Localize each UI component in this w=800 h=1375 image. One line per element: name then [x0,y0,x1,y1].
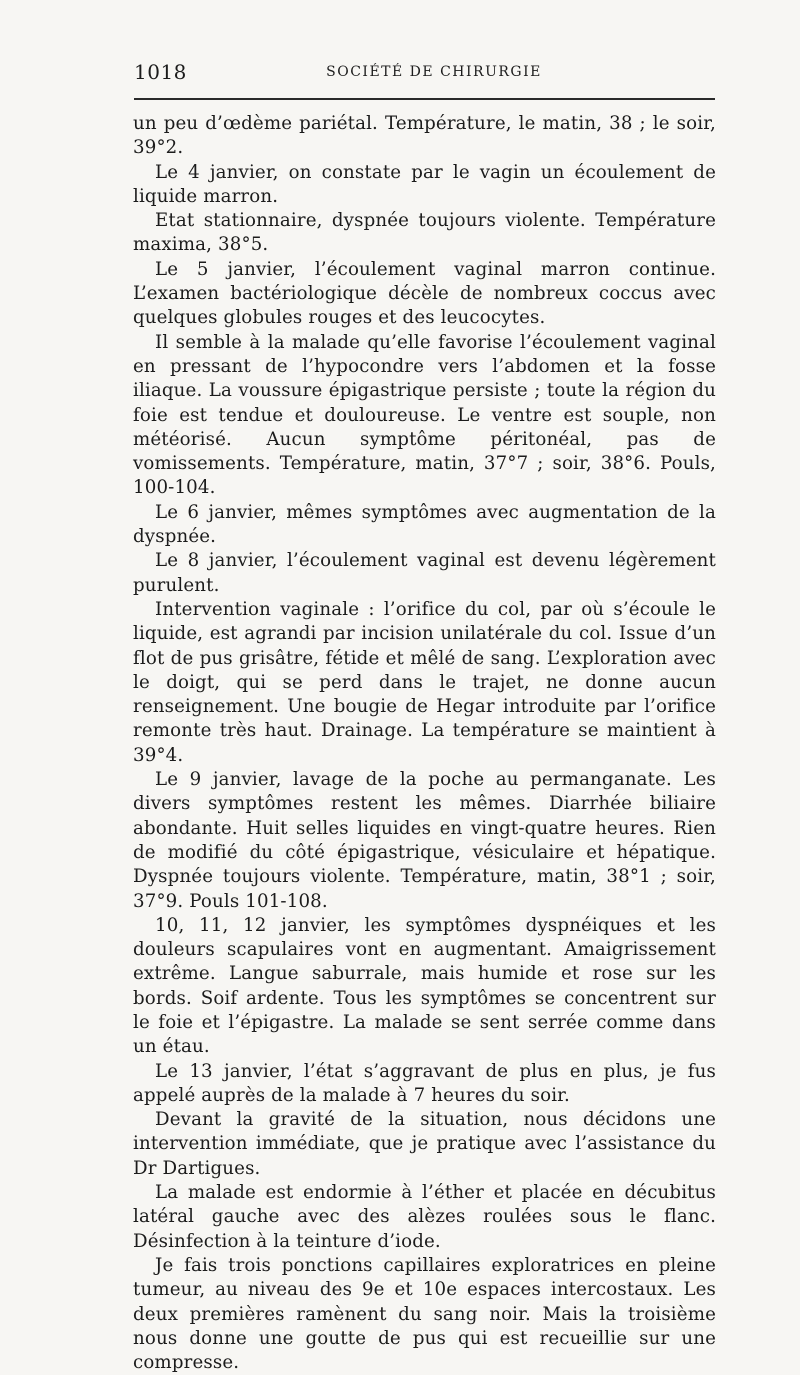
paragraph-10-11-12-janvier: 10, 11, 12 janvier, les symptômes dyspnéiques et les douleurs scapulaires vont en augmentant. Amaigrissement extrême. Langue saburrale, mais humide et rose sur les bords. Soif ardente. Tous les symptômes se concentrent sur le foie et l’épigastre. La malade se sent serrée comme dans un étau. [133,914,716,1058]
body-text [133,112,716,1375]
page-header [134,60,714,90]
paragraph-etat-stationnaire: Etat stationnaire, dyspnée toujours violente. Température maxima, 38°5. [133,210,716,256]
paragraph-la-malade-est-endormie: La malade est endormie à l’éther et placée en décubitus latéral gauche avec des alèzes roulées sous le flanc. Désinfection à la teinture d’iode. [133,1182,716,1252]
header-rule [134,98,715,100]
page-number: 1018 [134,60,187,84]
paragraph-4-janvier: Le 4 janvier, on constate par le vagin un écoulement de liquide marron. [133,161,716,207]
running-title: SOCIÉTÉ DE CHIRURGIE [326,64,542,80]
paragraph-il-semble: Il semble à la malade qu’elle favorise l’écoulement vaginal en pressant de l’hypocondre vers l’abdomen et la fosse iliaque. La voussure épigastrique persiste ; toute la région du foie est tendue et douloureuse. Le ventre est souple, non météorisé. Aucun symptôme péritonéal, pas de vomissements. Température, matin, 37°7 ; soir, 38°6. Pouls, 100-104. [133,331,716,499]
paragraph-9-janvier: Le 9 janvier, lavage de la poche au permanganate. Les divers symptômes restent les mêmes. Diarrhée biliaire abondante. Huit selles liquides en vingt-quatre heures. Rien de modifié du côté épigastrique, vésiculaire et hépatique. Dyspnée toujours violente. Température, matin, 38°1 ; soir, 37°9. Pouls 101-108. [133,769,716,912]
paragraph-intervention-vaginale: Intervention vaginale : l’orifice du col, par où s’écoule le liquide, est agrandi par incision unilatérale du col. Issue d’un flot de pus grisâtre, fétide et mêlé de sang. L’exploration avec le doigt, qui se perd dans le trajet, ne donne aucun renseignement. Une bougie de Hegar introduite par l’orifice remonte très haut. Drainage. La température se maintient à 39°4. [133,598,716,766]
paragraph-8-janvier: Le 8 janvier, l’écoulement vaginal est devenu légèrement purulent. [133,550,716,596]
paragraph-devant-la-gravite: Devant la gravité de la situation, nous décidons une intervention immédiate, que je pratique avec l’assistance du Dr Dartigues. [133,1109,716,1179]
paragraph-6-janvier: Le 6 janvier, mêmes symptômes avec augmentation de la dyspnée. [133,501,716,548]
paragraph-13-janvier: Le 13 janvier, l’état s’aggravant de plus en plus, je fus appelé auprès de la malade à 7 heures du soir. [133,1060,716,1106]
paragraph-5-janvier: Le 5 janvier, l’écoulement vaginal marron continue. L’examen bactériologique décèle de nombreux coccus avec quelques globules rouges et des leucocytes. [133,258,716,329]
paragraph-continuation: un peu d’œdème pariétal. Température, le matin, 38 ; le soir, 39°2. [133,113,716,159]
paragraph-je-fais-trois-ponctions: Je fais trois ponctions capillaires exploratrices en pleine tumeur, au niveau des 9e et 10e espaces intercostaux. Les deux premières ramènent du sang noir. Mais la troisième nous donne une goutte de pus qui est recueillie sur une compresse. [133,1254,716,1374]
